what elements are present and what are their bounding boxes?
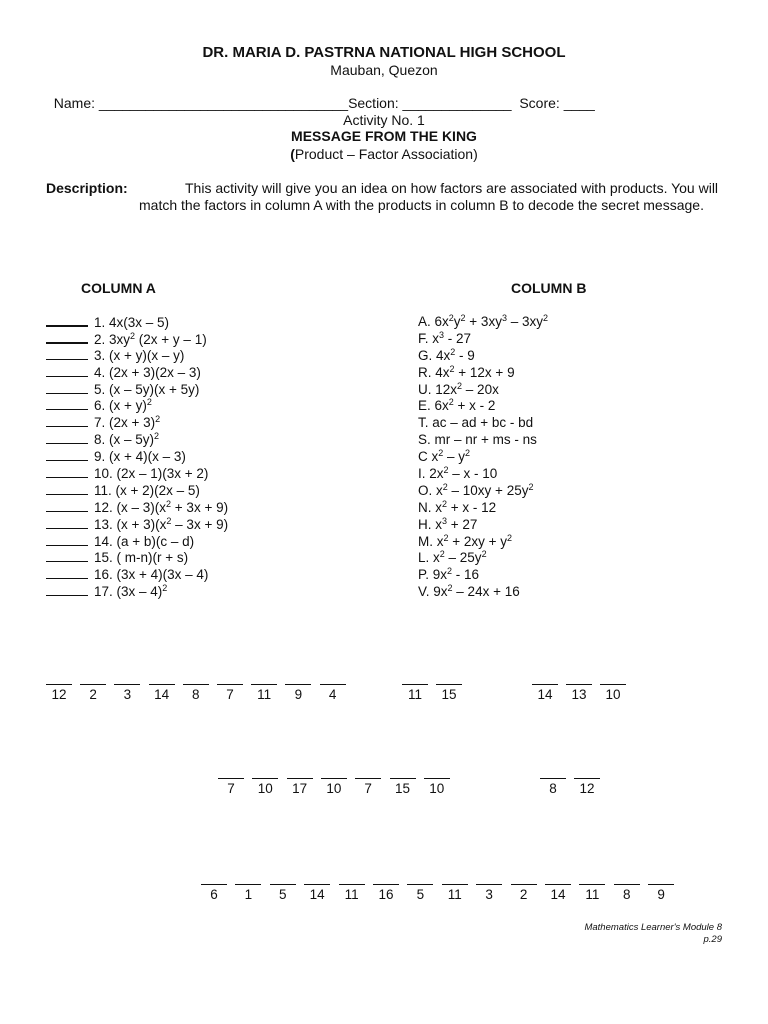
answer-blank[interactable] [46, 449, 88, 461]
code-number: 15 [394, 781, 411, 796]
column-a-item [46, 449, 228, 466]
letter-blank[interactable] [235, 872, 261, 885]
answer-blank[interactable] [46, 466, 88, 478]
section-label: Section: [348, 95, 399, 111]
factor-expression: 9. (x + 4)(x – 3) [94, 449, 186, 465]
column-b-item: N. $x^2 + x - 12$ [418, 498, 497, 515]
code-slot[interactable] [373, 872, 399, 902]
column-a-item [46, 466, 228, 483]
code-number: 17 [292, 781, 308, 796]
column-a-heading: COLUMN A [81, 280, 156, 296]
code-number: 5 [279, 887, 287, 902]
code-slot[interactable] [614, 872, 640, 902]
letter-blank[interactable] [373, 872, 399, 885]
code-number: 8 [623, 887, 631, 902]
letter-blank[interactable] [566, 672, 592, 685]
letter-blank[interactable] [407, 872, 433, 885]
letter-blank[interactable] [436, 672, 462, 685]
letter-blank[interactable] [579, 872, 605, 885]
code-slot[interactable] [476, 872, 502, 902]
answer-blank[interactable] [46, 432, 88, 444]
column-b-item: O. $x^2 - 10xy + 25y^2$ [418, 481, 534, 498]
activity-subtitle [0, 146, 768, 162]
letter-blank[interactable] [574, 766, 600, 779]
factor-expression: 2. $3xy^2$ (2x + y – 1) [94, 330, 207, 347]
code-number: 10 [429, 781, 445, 796]
code-number: 1 [244, 887, 253, 902]
code-number: 12 [51, 687, 67, 702]
answer-blank[interactable] [46, 517, 88, 529]
answer-blank[interactable] [46, 567, 88, 579]
code-slot[interactable] [407, 872, 433, 902]
letter-blank[interactable] [532, 672, 558, 685]
code-slot[interactable] [339, 872, 365, 902]
code-slot[interactable] [402, 672, 428, 702]
letter-blank[interactable] [540, 766, 566, 779]
name-label: Name: [53, 95, 96, 111]
answer-blank[interactable] [46, 365, 88, 377]
code-number: 2 [519, 887, 528, 902]
column-b-item: M. $x^2 + 2xy + y^2$ [418, 532, 513, 549]
answer-blank[interactable] [46, 483, 88, 495]
letter-blank[interactable] [424, 766, 450, 779]
code-number: 11 [257, 687, 272, 702]
answer-blank[interactable] [46, 348, 88, 360]
code-number: 13 [571, 687, 587, 702]
answer-blank[interactable] [46, 398, 88, 410]
code-slot[interactable] [532, 672, 558, 702]
code-number: 9 [294, 687, 303, 702]
code-slot[interactable] [648, 872, 674, 902]
code-number: 4 [328, 687, 337, 702]
column-b-heading: COLUMN B [511, 280, 587, 296]
answer-blank[interactable] [46, 500, 88, 512]
letter-blank[interactable] [183, 672, 209, 685]
school-name: DR. MARIA D. PASTRNA NATIONAL HIGH SCHOOL [202, 44, 566, 61]
code-slot[interactable] [511, 872, 537, 902]
code-number: 10 [257, 781, 273, 796]
code-slot[interactable] [390, 766, 416, 796]
code-number: 10 [605, 687, 621, 702]
code-slot[interactable] [80, 672, 106, 702]
column-a-item [46, 415, 228, 432]
name-section-score-line [46, 79, 595, 111]
letter-blank[interactable] [270, 872, 296, 885]
factor-expression: 12. $(x - 3)(x^2 + 3x + 9)$ [94, 498, 229, 515]
letter-blank[interactable] [80, 672, 106, 685]
code-slot[interactable] [574, 766, 600, 796]
letter-blank[interactable] [600, 672, 626, 685]
code-slot[interactable] [217, 672, 243, 702]
answer-blank[interactable] [46, 550, 88, 562]
code-slot[interactable] [46, 672, 72, 702]
description-text: This activity will give you an idea on how factors are associated with products. You will match the factors in column A with the products in column B to decode the secret message. [139, 180, 719, 213]
letter-blank[interactable] [545, 872, 571, 885]
answer-blank[interactable] [46, 415, 88, 427]
code-slot[interactable] [218, 766, 244, 796]
code-number: 14 [537, 687, 553, 702]
column-a-item [46, 365, 228, 382]
code-slot[interactable] [252, 766, 278, 796]
code-number: 8 [192, 687, 200, 702]
column-a-item [46, 517, 228, 534]
column-b-item: L. $x^2 - 25y^2$ [418, 549, 487, 566]
column-b-item: G. $4x^2 - 9$ [418, 346, 475, 363]
column-a-item [46, 382, 228, 399]
column-a-item [46, 500, 228, 517]
code-slot[interactable] [183, 672, 209, 702]
column-a-item [46, 331, 228, 348]
code-slot[interactable] [270, 872, 296, 902]
factor-expression: 17. (3x – 4)$^2$ [94, 583, 168, 600]
answer-blank[interactable] [46, 534, 88, 546]
code-slot[interactable] [600, 672, 626, 702]
factor-expression: 13. $(x + 3)(x^2 - 3x + 9)$ [94, 515, 229, 532]
factor-expression: 10. (2x – 1)(3x + 2) [94, 466, 209, 482]
letter-blank[interactable] [252, 766, 278, 779]
letter-blank[interactable] [217, 672, 243, 685]
column-b-item: C $x^2 - y^2$ [418, 448, 471, 465]
code-number: 14 [154, 687, 170, 702]
letter-blank[interactable] [287, 766, 313, 779]
code-number: 8 [549, 781, 557, 796]
column-b-item: H. $x^3 + 27$ [418, 515, 478, 532]
column-a-item [46, 534, 228, 551]
letter-blank[interactable] [285, 672, 311, 685]
column-a-item [46, 432, 228, 449]
column-a-item [46, 550, 228, 567]
code-slot[interactable] [285, 672, 311, 702]
code-number: 15 [441, 687, 457, 702]
code-number: 11 [447, 887, 462, 902]
column-b-item: F. $x^3 - 27$ [418, 329, 472, 346]
answer-blank[interactable] [46, 584, 88, 596]
column-b-item: S. mr – nr + ms - ns [418, 432, 537, 448]
code-slot[interactable] [579, 872, 605, 902]
code-slot[interactable] [304, 872, 330, 902]
column-a-list [46, 314, 228, 601]
factor-expression: 11. (x + 2)(2x – 5) [94, 482, 200, 498]
factor-expression: 5. (x – 5y)(x + 5y) [94, 381, 200, 397]
column-a-item [46, 584, 228, 601]
factor-expression: 14. (a + b)(c – d) [94, 533, 195, 549]
code-slot[interactable] [114, 672, 140, 702]
column-b-list [418, 314, 548, 601]
letter-blank[interactable] [321, 766, 347, 779]
code-slot[interactable] [436, 672, 462, 702]
activity-title: MESSAGE FROM THE KING [291, 128, 477, 144]
page-number: p.29 [703, 934, 722, 945]
code-slot[interactable] [545, 872, 571, 902]
code-slot[interactable] [321, 766, 347, 796]
factor-expression: 8. (x – 5y)$^2$ [94, 431, 160, 448]
answer-blank[interactable] [46, 382, 88, 394]
subtitle-paren: ( [290, 146, 295, 162]
factor-expression: 3. (x + y)(x – y) [94, 347, 185, 363]
letter-blank[interactable] [390, 766, 416, 779]
code-slot[interactable] [442, 872, 468, 902]
letter-blank[interactable] [402, 672, 428, 685]
code-number: 14 [309, 887, 325, 902]
module-footer: Mathematics Learner's Module 8 [584, 922, 722, 933]
code-number: 9 [657, 887, 665, 902]
code-number: 11 [407, 687, 422, 702]
letter-blank[interactable] [339, 872, 365, 885]
description-label: Description: [46, 180, 128, 196]
code-number: 11 [344, 887, 359, 902]
letter-blank[interactable] [442, 872, 468, 885]
code-slot[interactable] [287, 766, 313, 796]
factor-expression: 16. (3x + 4)(3x – 4) [94, 567, 209, 583]
letter-blank[interactable] [511, 872, 537, 885]
letter-blank[interactable] [114, 672, 140, 685]
factor-expression: 1. 4x(3x – 5) [94, 315, 170, 330]
code-slot[interactable] [355, 766, 381, 796]
code-number: 6 [210, 887, 218, 902]
column-a-item [46, 348, 228, 365]
column-b-item: P. $9x^2 - 16$ [418, 566, 480, 583]
code-slot[interactable] [201, 872, 227, 902]
factor-expression: 7. $(2x + 3)^2$ [94, 414, 161, 431]
letter-blank[interactable] [46, 672, 72, 685]
section-blank[interactable]: ______________ [402, 95, 512, 111]
code-number: 7 [226, 687, 234, 702]
code-slot[interactable] [540, 766, 566, 796]
factor-expression: 6. $(x + y)^2$ [94, 397, 152, 414]
activity-number: Activity No. 1 [343, 112, 425, 128]
answer-blank[interactable] [46, 331, 88, 344]
code-number: 11 [585, 887, 600, 902]
code-slot[interactable] [251, 672, 277, 702]
name-blank[interactable]: ________________________________ [98, 95, 349, 111]
column-b-item: T. ac – ad + bc - bd [418, 415, 534, 431]
code-slot[interactable] [566, 672, 592, 702]
letter-blank[interactable] [476, 872, 502, 885]
column-b-item: U. $12x^2 - 20x$ [418, 380, 499, 397]
code-number: 3 [485, 887, 493, 902]
code-slot[interactable] [235, 872, 261, 902]
letter-blank[interactable] [355, 766, 381, 779]
code-number: 14 [550, 887, 566, 902]
code-number: 2 [89, 687, 97, 702]
school-location: Mauban, Quezon [330, 62, 438, 78]
code-number: 3 [123, 687, 132, 702]
letter-blank[interactable] [201, 872, 227, 885]
code-slot[interactable] [424, 766, 450, 796]
letter-blank[interactable] [320, 672, 346, 685]
column-b-item: R. $4x^2 + 12x + 9$ [418, 363, 515, 380]
column-b-item: V. $9x^2 - 24x + 16$ [418, 583, 520, 600]
score-label: Score: [519, 95, 560, 111]
letter-blank[interactable] [218, 766, 244, 779]
column-a-item [46, 483, 228, 500]
letter-blank[interactable] [614, 872, 640, 885]
score-blank[interactable]: ____ [563, 95, 595, 111]
letter-blank[interactable] [149, 672, 175, 685]
column-a-item [46, 398, 228, 415]
letter-blank[interactable] [251, 672, 277, 685]
factor-expression: 4. (2x + 3)(2x – 3) [94, 364, 201, 380]
code-number: 5 [416, 887, 425, 902]
column-b-item: E. $6x^2 + x - 2$ [418, 397, 496, 414]
column-a-item [46, 314, 228, 331]
code-slot[interactable] [320, 672, 346, 702]
code-number: 7 [227, 781, 235, 796]
factor-expression: 15. ( m-n)(r + s) [94, 550, 189, 566]
code-number: 12 [579, 781, 595, 796]
code-number: 10 [326, 781, 342, 796]
column-b-item: A. $6x^2y^2 + 3xy^3 - 3xy^2$ [418, 313, 549, 329]
code-number: 16 [378, 887, 394, 902]
answer-blank[interactable] [46, 314, 88, 327]
column-a-item [46, 567, 228, 584]
column-b-item: I. $2x^2$ – x - 10 [418, 465, 498, 482]
code-number: 7 [364, 781, 372, 796]
code-slot[interactable] [149, 672, 175, 702]
subtitle-text: Product – Factor Association) [294, 146, 478, 162]
letter-blank[interactable] [304, 872, 330, 885]
letter-blank[interactable] [648, 872, 674, 885]
